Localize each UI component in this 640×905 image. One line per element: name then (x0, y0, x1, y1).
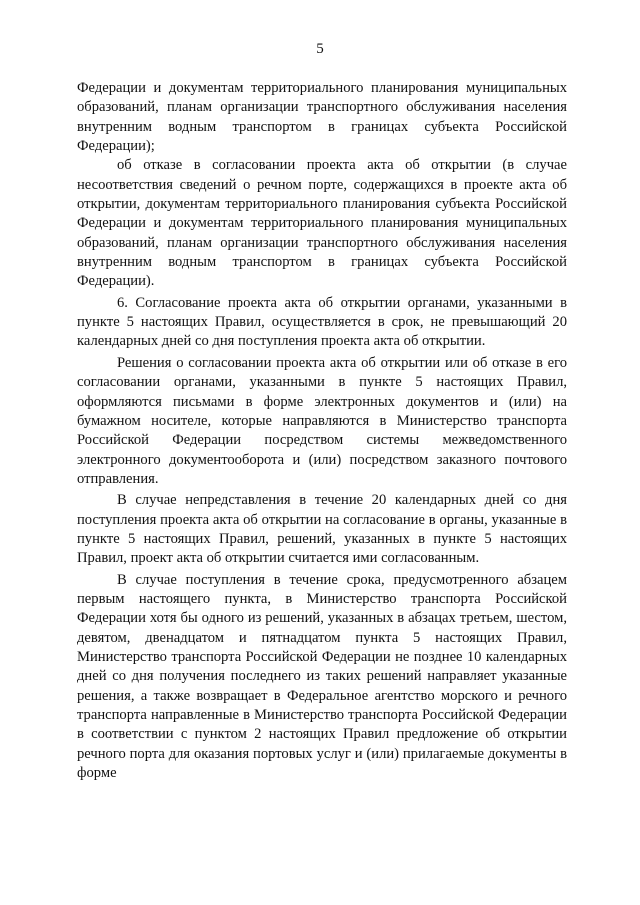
paragraph-receipt-of-decisions: В случае поступления в течение срока, предусмотренного абзацем первым настоящего пункта, в Министерство транспорта Российской Федерации хотя бы одного из решений, указанных в абзацах третьем, шестом, девятом, двенадцатом и пятнадцатом пункта 5 настоящих Правил, Министерство транспорта Российской Федерации не позднее 10 календарных дней со дня получения последнего из таких решений направляет указанные решения, а также возвращает в Федеральное агентство морского и речного транспорта направленные в Министерство транспорта Российской Федерации в соответствии с пунктом 2 настоящих Правил предложение об открытии речного порта для оказания портовых услуг и (или) прилагаемые документы в форме (77, 571, 567, 782)
paragraph-item-6: 6. Согласование проекта акта об открытии органами, указанными в пункте 5 настоящих Правил, осуществляется в срок, не превышающий 20 календарных дней со дня поступления проекта акта об открытии. (77, 294, 567, 350)
paragraph-decisions: Решения о согласовании проекта акта об открытии или об отказе в его согласовании органами, указанными в пункте 5 настоящих Правил, оформляются письмами в форме электронных документов и (или) на бумажном носителе, которые направляются в Министерство транспорта Российской Федерации посредством системы межведомственного электронного документооборота и (или) посредством заказного почтового отправления. (77, 354, 567, 487)
paragraph-non-submission: В случае непредставления в течение 20 календарных дней со дня поступления проекта акта об открытии на согласование в органы, указанные в пункте 5 настоящих Правил, решений, указанных в пункте 5 настоящих Правил, проект акта об открытии считается ими согласованным. (77, 492, 567, 567)
document-body (77, 79, 567, 783)
page-number: 5 (316, 41, 324, 57)
paragraph-refusal-clause: об отказе в согласовании проекта акта об открытии (в случае несоответствия сведений о речном порте, содержащихся в проекте акта об открытии, документам территориального планирования субъекта Российской Федерации и документам территориального планирования муниципальных образований, планам организации транспортного обслуживания населения внутренним водным транспортом в границах субъекта Российской Федерации). (77, 157, 567, 290)
paragraph-continuation: Федерации и документам территориального планирования муниципальных образований, планам организации транспортного обслуживания населения внутренним водным транспортом в границах субъекта Российской Федерации); (77, 80, 567, 155)
